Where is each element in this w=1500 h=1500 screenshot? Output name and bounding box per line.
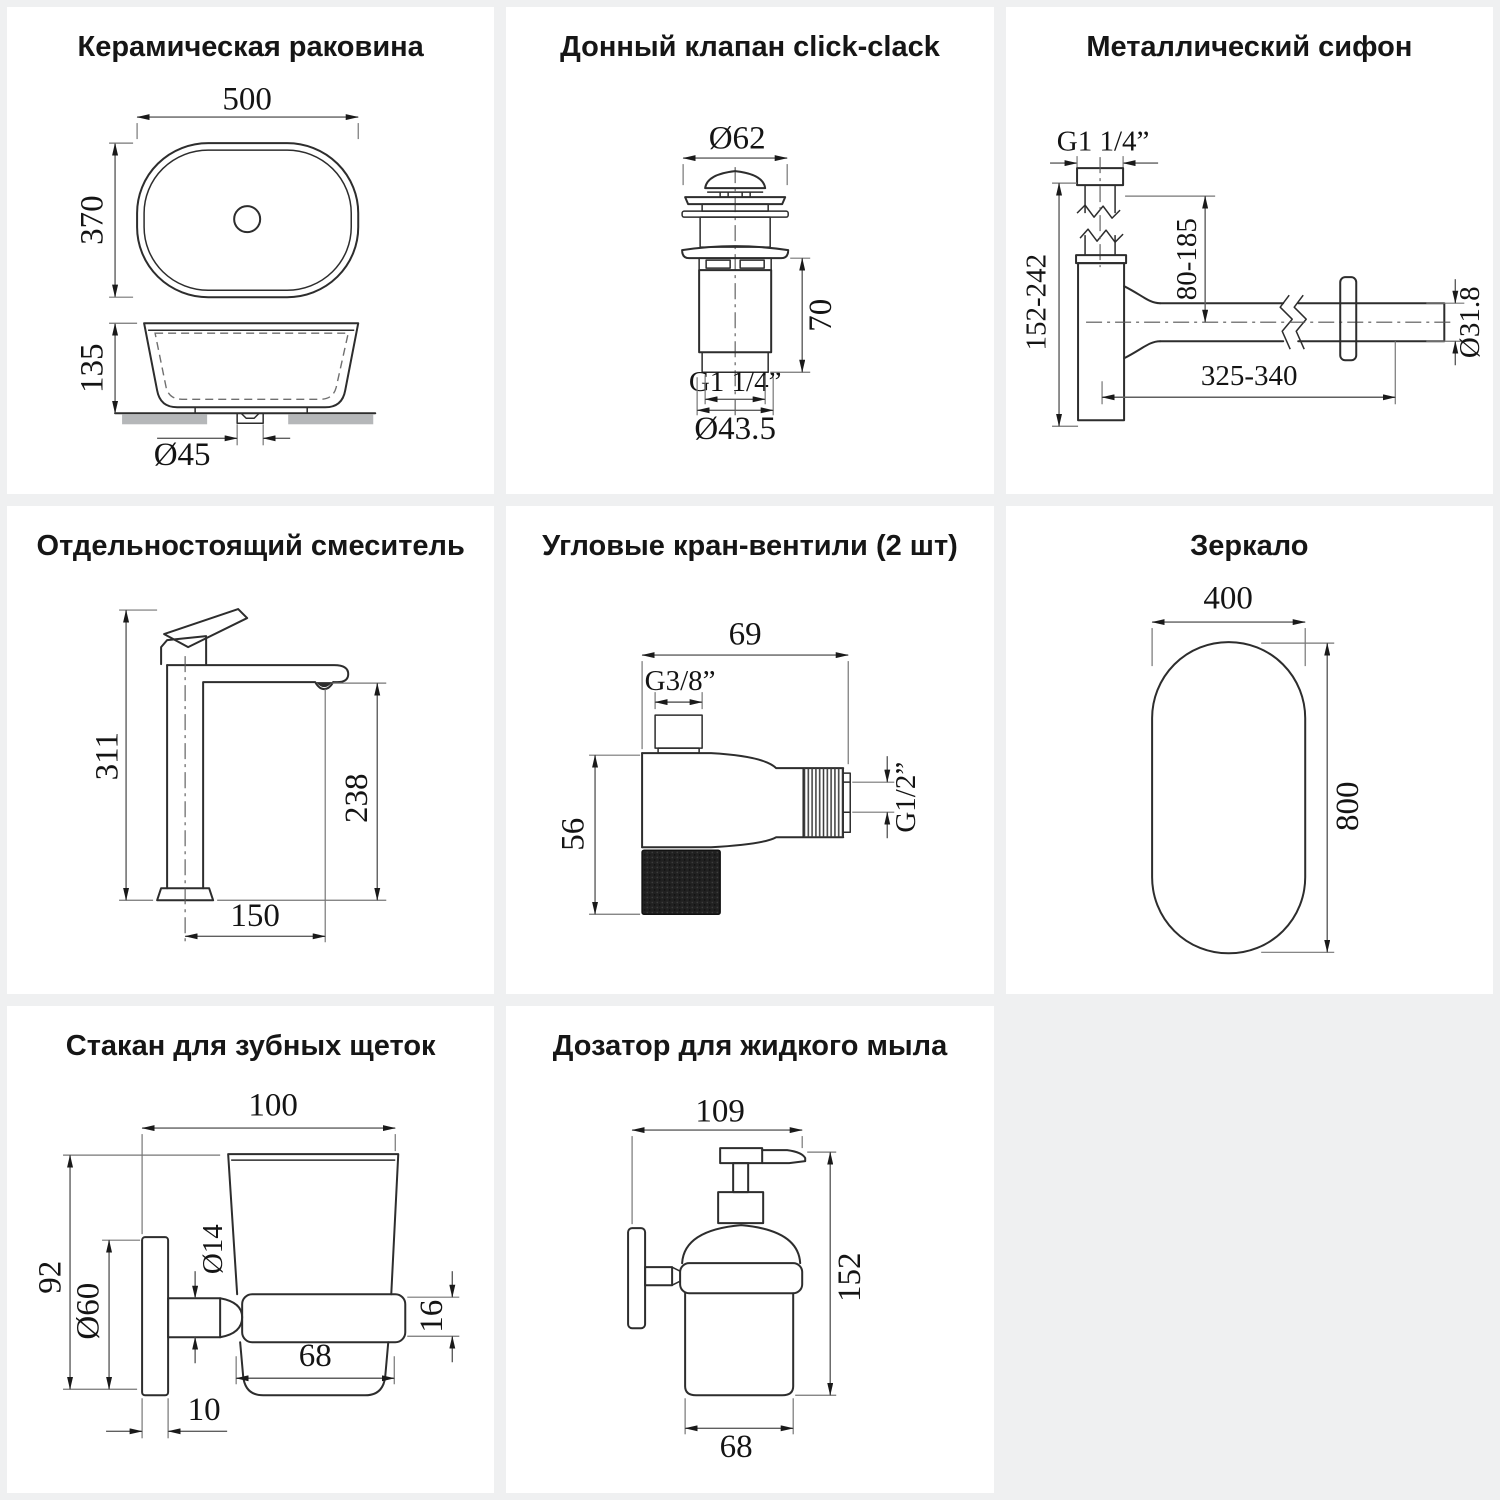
dispenser-drawing	[506, 1006, 993, 1493]
svg-text:400: 400	[1203, 580, 1253, 617]
tumbler-drawing	[7, 1006, 494, 1493]
dim-valve-thread	[689, 366, 782, 404]
svg-text:16: 16	[413, 1299, 450, 1333]
dim-sink-drain	[154, 424, 291, 473]
drain-valve-drawing	[506, 7, 993, 494]
panel-title: Отдельностоящий смеситель	[36, 530, 465, 563]
mirror-drawing	[1006, 506, 1493, 993]
angle-valve-drawing	[506, 506, 993, 993]
mixer-body-drawing	[157, 609, 348, 944]
svg-text:150: 150	[230, 898, 280, 935]
panel-mirror	[1006, 506, 1493, 993]
svg-text:G3/8”: G3/8”	[645, 665, 716, 698]
svg-text:10: 10	[187, 1391, 221, 1428]
dispenser-body-drawing	[628, 1148, 805, 1395]
svg-text:Ø60: Ø60	[70, 1282, 107, 1340]
dim-mirror-width	[1152, 581, 1305, 666]
svg-text:80-185: 80-185	[1170, 218, 1203, 301]
svg-text:152: 152	[832, 1252, 869, 1302]
svg-text:69: 69	[728, 616, 762, 653]
panel-dispenser	[506, 1006, 993, 1493]
svg-text:56: 56	[555, 818, 592, 852]
svg-text:G1 1/4”: G1 1/4”	[1056, 125, 1150, 158]
panel-angle-valve	[506, 506, 993, 993]
svg-text:100: 100	[248, 1087, 298, 1124]
svg-text:G1 1/4”: G1 1/4”	[689, 365, 782, 398]
panel-siphon	[1006, 7, 1493, 494]
panel-ceramic-sink	[7, 7, 494, 494]
dim-mixer-reach	[185, 689, 325, 942]
dim-dispenser-cup	[685, 1398, 793, 1465]
empty-slot	[1006, 1006, 1493, 1493]
sink-drawing	[7, 7, 494, 494]
dim-sink-width	[137, 82, 358, 139]
dim-tumbler-ring	[407, 1271, 459, 1362]
svg-text:500: 500	[222, 81, 272, 118]
tumbler-body-drawing	[142, 1154, 405, 1395]
svg-text:Ø43.5: Ø43.5	[694, 410, 777, 447]
dim-mirror-height	[1261, 643, 1366, 952]
dim-tumbler-cup	[236, 1337, 394, 1383]
svg-text:Ø45: Ø45	[153, 436, 211, 473]
svg-text:325-340: 325-340	[1200, 359, 1298, 392]
panel-drain-valve	[506, 7, 993, 494]
svg-text:Ø31.8: Ø31.8	[1453, 286, 1486, 359]
svg-text:800: 800	[1329, 781, 1366, 832]
panel-title: Донный клапан click-clack	[560, 31, 940, 63]
svg-text:70: 70	[803, 298, 840, 332]
svg-text:152-242: 152-242	[1020, 253, 1053, 351]
dim-tumbler-thickness	[106, 1392, 227, 1438]
svg-text:G1/2”: G1/2”	[890, 762, 923, 833]
svg-text:311: 311	[89, 732, 126, 781]
svg-text:135: 135	[74, 343, 111, 394]
dim-tumbler-width	[142, 1087, 395, 1234]
panel-mixer	[7, 506, 494, 993]
panel-title: Металлический сифон	[1086, 31, 1413, 63]
panel-title: Стакан для зубных щеток	[65, 1029, 436, 1062]
dim-valve-body-height	[771, 258, 840, 372]
angle-valve-body	[642, 715, 850, 914]
svg-text:109: 109	[695, 1093, 746, 1130]
dim-tumbler-plate	[71, 1240, 140, 1389]
dim-dispenser-height	[796, 1152, 869, 1395]
dim-tumbler-height	[33, 1155, 221, 1389]
svg-text:370: 370	[74, 195, 111, 245]
svg-text:Ø62: Ø62	[709, 120, 766, 157]
mixer-drawing	[7, 506, 494, 993]
panel-title: Керамическая раковина	[77, 31, 424, 63]
sink-side-view	[115, 323, 375, 424]
panel-title: Зеркало	[1190, 530, 1309, 563]
siphon-drawing	[1006, 7, 1493, 494]
svg-text:68: 68	[298, 1337, 332, 1374]
svg-text:Ø14: Ø14	[196, 1223, 229, 1274]
svg-text:92: 92	[32, 1260, 69, 1294]
panel-title: Дозатор для жидкого мыла	[552, 1029, 948, 1062]
svg-text:68: 68	[719, 1428, 753, 1465]
dim-valve-outlet-thread	[853, 756, 923, 838]
dim-siphon-length	[1102, 341, 1395, 404]
dim-mixer-spout-height	[217, 683, 386, 900]
panel-title: Угловые кран-вентили (2 шт)	[542, 530, 958, 563]
panel-tumbler	[7, 1006, 494, 1493]
mirror-shape	[1152, 642, 1305, 953]
dim-tumbler-pin	[195, 1223, 229, 1363]
sink-top-view	[137, 143, 358, 297]
dim-mixer-height	[90, 610, 157, 900]
dim-siphon-height	[1020, 183, 1077, 426]
dim-sink-depth	[75, 143, 133, 297]
dim-valve-inlet	[645, 665, 716, 709]
dim-sink-height	[75, 323, 137, 413]
dim-valve-height	[556, 755, 640, 914]
svg-text:238: 238	[338, 773, 375, 824]
